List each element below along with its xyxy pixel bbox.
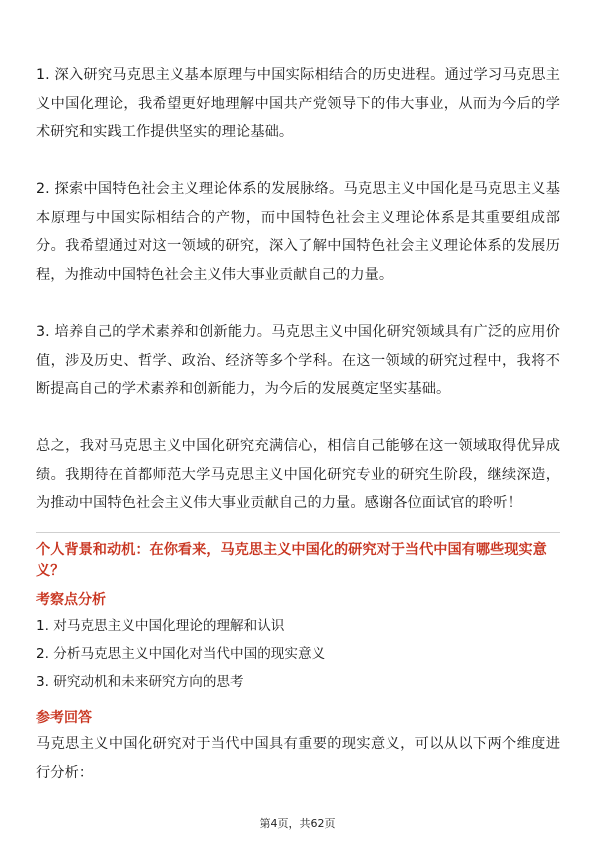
- answer-heading: 参考回答: [36, 710, 92, 726]
- paragraph-conclusion: 总之，我对马克思主义中国化研究充满信心，相信自己能够在这一领域取得优异成绩。我期待在首都师范大学马克思主义中国化研究专业的研究生阶段，继续深造，为推动中国特色社会主义伟大事业贡献自己的力量。感谢各位面试官的聆听！: [36, 438, 560, 511]
- page-footer: 第4页，共62页: [259, 817, 336, 830]
- question-title: 个人背景和动机：在你看来，马克思主义中国化的研究对于当代中国有哪些现实意义？: [36, 542, 547, 579]
- analysis-item: 1. 对马克思主义中国化理论的理解和认识: [36, 618, 285, 634]
- analysis-item: 3. 研究动机和未来研究方向的思考: [36, 674, 244, 690]
- section-divider: [36, 532, 560, 533]
- paragraph-point-1: 1. 深入研究马克思主义基本原理与中国实际相结合的历史进程。通过学习马克思主义中国化理论，我希望更好地理解中国共产党领导下的伟大事业，从而为今后的学术研究和实践工作提供坚实的理论基础。: [36, 67, 560, 140]
- paragraph-point-3: 3. 培养自己的学术素养和创新能力。马克思主义中国化研究领域具有广泛的应用价值，涉及历史、哲学、政治、经济等多个学科。在这一领域的研究过程中，我将不断提高自己的学术素养和创新能力，为今后的发展奠定坚实基础。: [36, 324, 560, 397]
- paragraph-point-2: 2. 探索中国特色社会主义理论体系的发展脉络。马克思主义中国化是马克思主义基本原理与中国实际相结合的产物，而中国特色社会主义理论体系是其重要组成部分。我希望通过对这一领域的研究，深入了解中国特色社会主义理论体系的发展历程，为推动中国特色社会主义伟大事业贡献自己的力量。: [36, 181, 560, 283]
- answer-text: 马克思主义中国化研究对于当代中国具有重要的现实意义，可以从以下两个维度进行分析：: [36, 736, 560, 781]
- analysis-item: 2. 分析马克思主义中国化对当代中国的现实意义: [36, 646, 326, 662]
- analysis-heading: 考察点分析: [36, 592, 106, 608]
